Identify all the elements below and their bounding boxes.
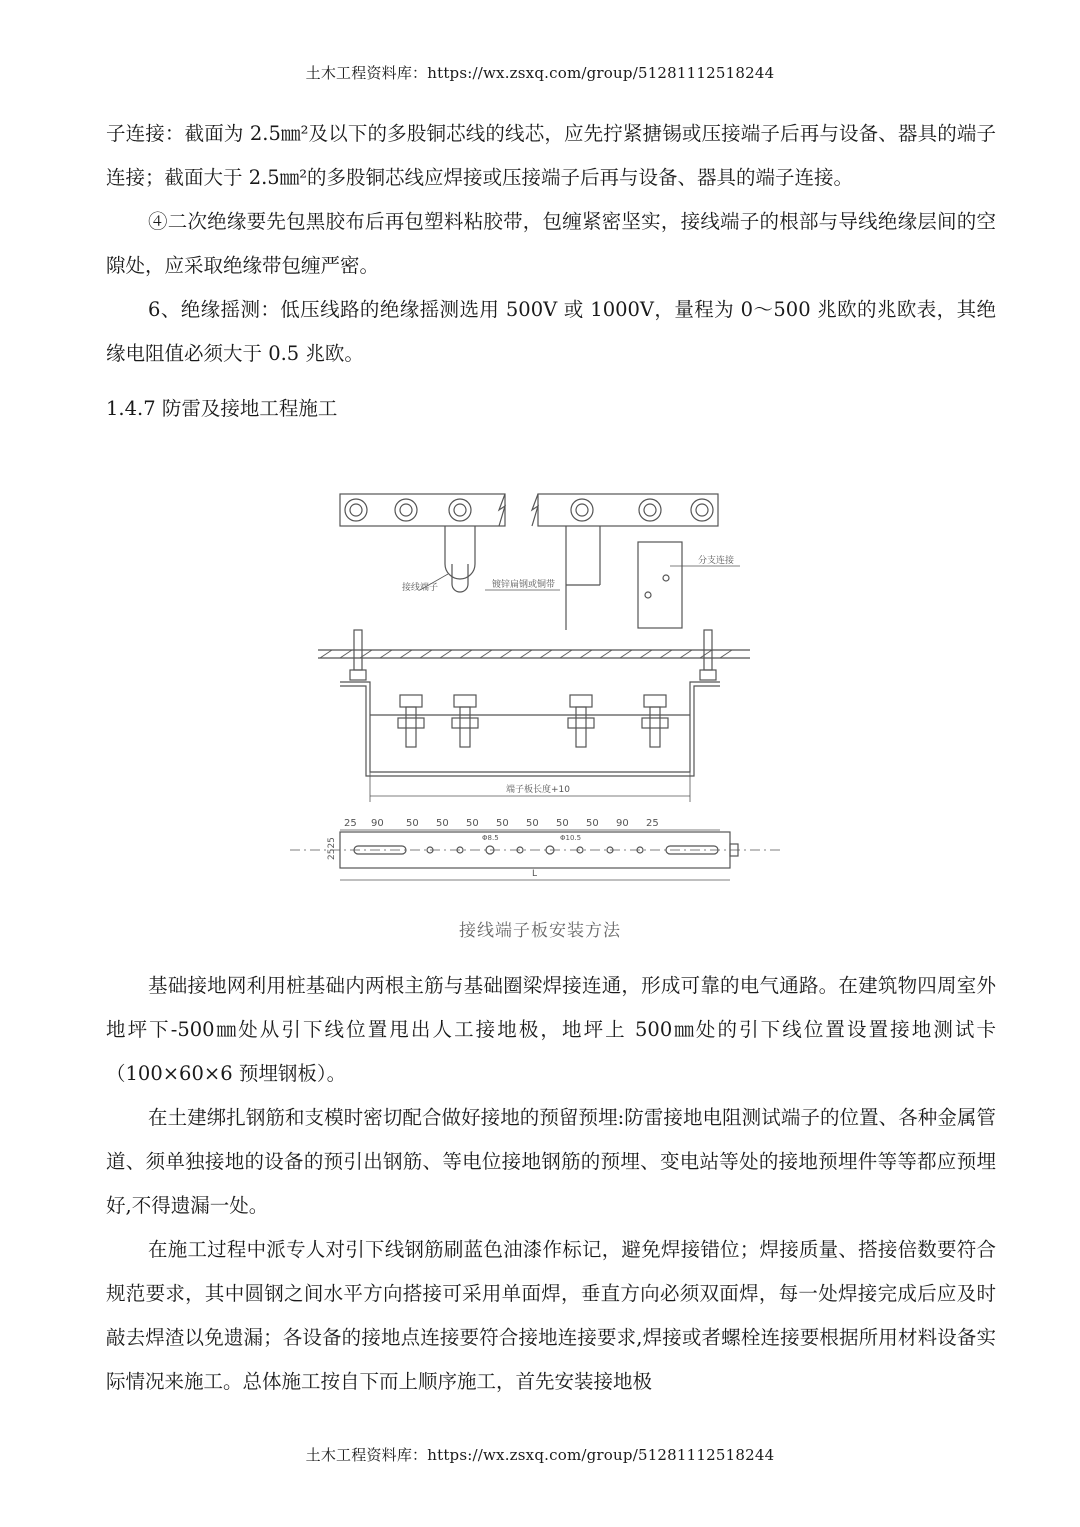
svg-text:25: 25 [646,818,659,829]
body-text-top [106,112,996,376]
paragraph-4: 基础接地网利用桩基础内两根主筋与基础圈梁焊接连通，形成可靠的电气通路。在建筑物四周室外地坪下-500㎜处从引下线位置甩出人工接地极，地坪上 500㎜处的引下线位置设置接地测试卡（100×60×6 预埋钢板）。 [106,974,996,1085]
figure-caption: 接线端子板安装方法 [459,921,621,941]
label-branch: 分支连接 [698,556,735,566]
body-text-bottom [106,964,996,1404]
paragraph-6: 在施工过程中派专人对引下线钢筋刷蓝色油漆作标记，避免焊接错位；焊接质量、搭接倍数要符合规范要求，其中圆钢之间水平方向搭接可采用单面焊，垂直方向必须双面焊，每一处焊接完成后应及时敲去焊渣以免遗漏；各设备的接地点连接要符合接地连接要求,焊接或者螺栓连接要根据所用材料设备实际情况来施工。总体施工按自下而上顺序施工，首先安装接地极 [106,1238,996,1393]
section-heading: 1.4.7 防雷及接地工程施工 [106,397,338,420]
page-header: 土木工程资料库：https://wx.zsxq.com/group/51281112518244 [305,64,775,82]
busbar-right [532,494,718,630]
svg-text:50: 50 [556,818,569,829]
svg-text:25: 25 [344,818,357,829]
svg-text:50: 50 [586,818,599,829]
paragraph-5: 在土建绑扎钢筋和支模时密切配合做好接地的预留预埋:防雷接地电阻测试端子的位置、各种金属管道、须单独接地的设备的预引出钢筋、等电位接地钢筋的预埋、变电站等处的接地预埋件等等都应预埋好,不得遗漏一处。 [106,1106,996,1217]
page-footer: 土木工程资料库：https://wx.zsxq.com/group/51281112518244 [305,1446,775,1464]
paragraph-2: ④二次绝缘要先包黑胶布后再包塑料粘胶带，包缠紧密坚实，接线端子的根部与导线绝缘层间的空隙处，应采取绝缘带包缠严密。 [106,210,996,277]
label-L: L [532,869,538,879]
paragraph-1: 子连接：截面为 2.5㎜²及以下的多股铜芯线的线芯，应先拧紧搪锡或压接端子后再与设备、器具的端子连接；截面大于 2.5㎜²的多股铜芯线应焊接或压接端子后再与设备、器具的端子连接。 [106,122,996,189]
mounting-bracket [340,682,720,776]
svg-text:50: 50 [466,818,479,829]
hole-label-1: Φ8.5 [482,834,499,842]
side-dims: 2525 [327,837,337,860]
svg-text:90: 90 [371,818,384,829]
dimension-row [344,818,659,829]
svg-text:50: 50 [496,818,509,829]
board-plan-view [290,832,780,868]
svg-text:90: 90 [616,818,629,829]
svg-text:50: 50 [526,818,539,829]
terminal-board-diagram [270,470,800,950]
label-terminal: 接线端子 [402,583,439,593]
busbar-left [340,494,505,592]
svg-text:50: 50 [406,818,419,829]
label-length: 端子板长度+10 [506,785,570,795]
label-strip: 镀锌扁钢或铜带 [492,580,556,590]
svg-text:50: 50 [436,818,449,829]
ceiling-hatch [318,650,750,658]
paragraph-3: 6、绝缘摇测：低压线路的绝缘摇测选用 500V 或 1000V，量程为 0～500 兆欧的兆欧表，其绝缘电阻值必须大于 0.5 兆欧。 [106,298,996,365]
hole-label-2: Φ10.5 [560,834,582,842]
board-bolts [370,695,690,747]
